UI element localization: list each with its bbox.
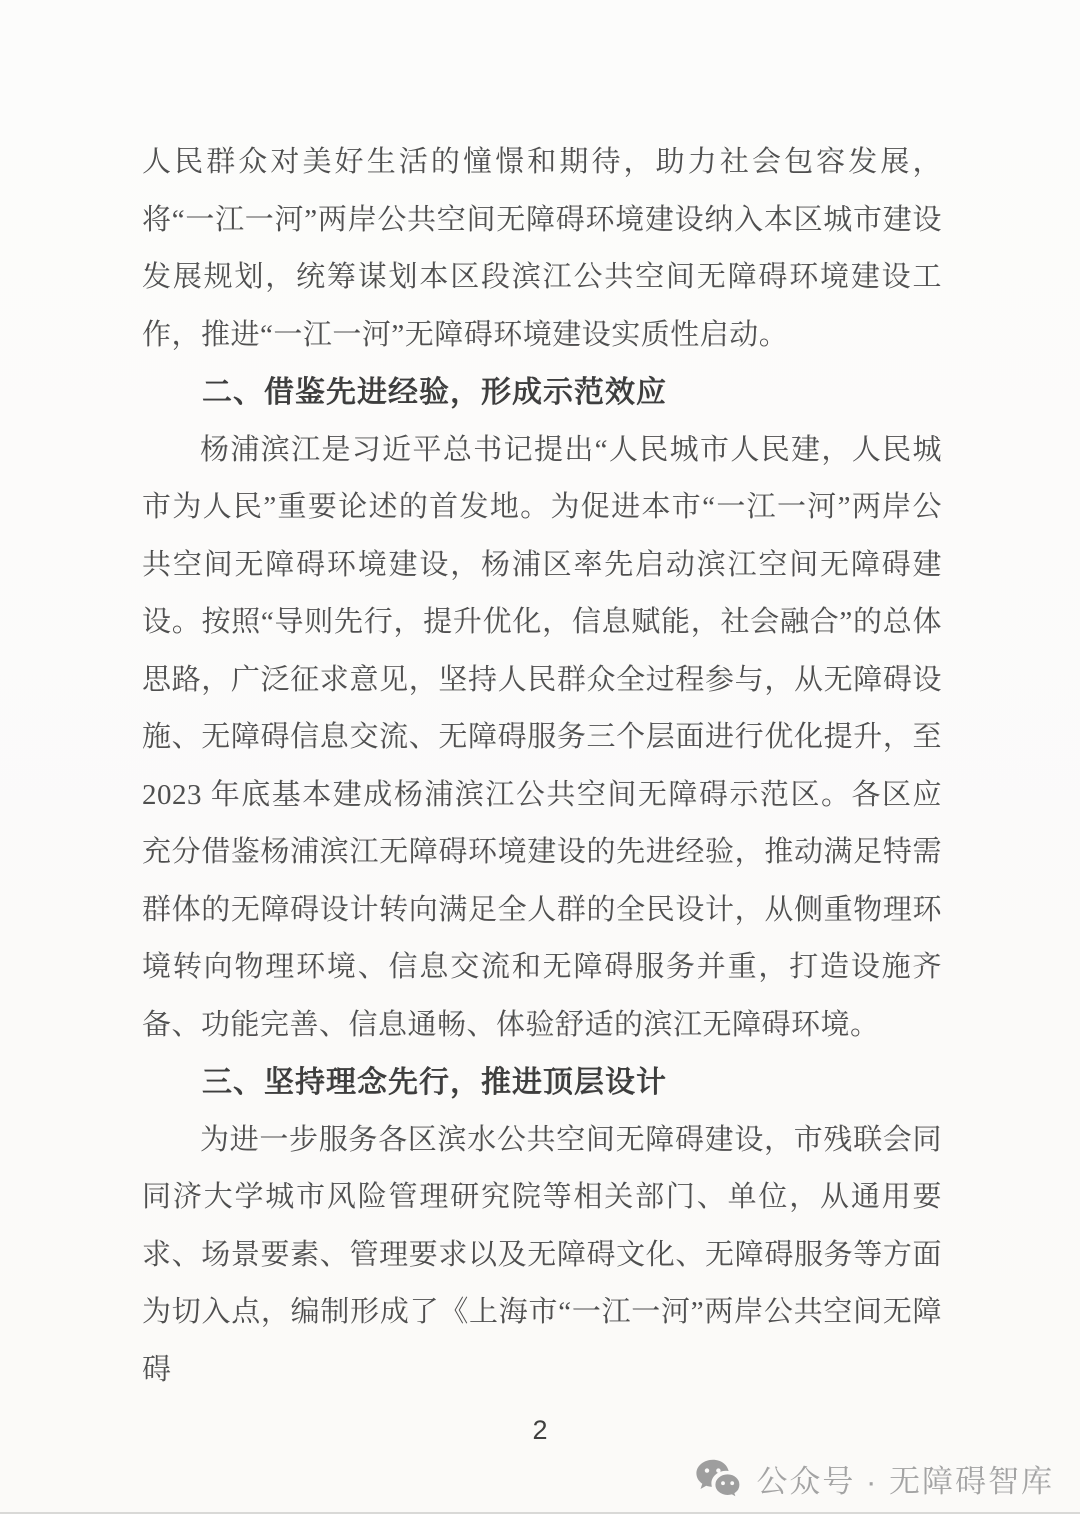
section-2-body: 杨浦滨江是习近平总书记提出“人民城市人民建，人民城市为人民”重要论述的首发地。为促进本市“一江一河”两岸公共空间无障碍环境建设，杨浦区率先启动滨江空间无障碍建设。按照“导则先行，提升优化，信息赋能，社会融合”的总体思路，广泛征求意见，坚持人民群众全过程参与，从无障碍设施、无障碍信息交流、无障碍服务三个层面进行优化提升，至 2023 年底基本建成杨浦滨江公共空间无障碍示范区。各区应充分借鉴杨浦滨江无障碍环境建设的先进经验，推动满足特需群体的无障碍设计转向满足全人群的全民设计，从侧重物理环境转向物理环境、信息交流和无障碍服务并重，打造设施齐备、功能完善、信息通畅、体验舒适的滨江无障碍环境。 bbox=[142, 433, 942, 1041]
wechat-watermark bbox=[696, 1456, 1054, 1501]
paragraph-continuation: 人民群众对美好生活的憧憬和期待，助力社会包容发展，将“一江一河”两岸公共空间无障碍环境建设纳入本区城市建设发展规划，统筹谋划本区段滨江公共空间无障碍环境建设工作，推进“一江一河”无障碍环境建设实质性启动。 bbox=[142, 146, 942, 351]
wechat-icon bbox=[696, 1459, 742, 1499]
page-number: 2 bbox=[532, 1415, 548, 1445]
document-content bbox=[142, 134, 942, 1399]
section-heading-2: 二、借鉴先进经验，形成示范效应 bbox=[202, 376, 667, 409]
section-heading-3: 三、坚持理念先行，推进顶层设计 bbox=[202, 1066, 667, 1099]
page-bottom-margin bbox=[0, 1514, 1080, 1527]
section-3-body: 为进一步服务各区滨水公共空间无障碍建设，市残联会同同济大学城市风险管理研究院等相关部门、单位，从通用要求、场景要素、管理要求以及无障碍文化、无障碍服务等方面为切入点，编制形成了《上海市“一江一河”两岸公共空间无障碍 bbox=[142, 1123, 942, 1386]
watermark-text: 公众号 · 无障碍智库 bbox=[756, 1464, 1054, 1499]
